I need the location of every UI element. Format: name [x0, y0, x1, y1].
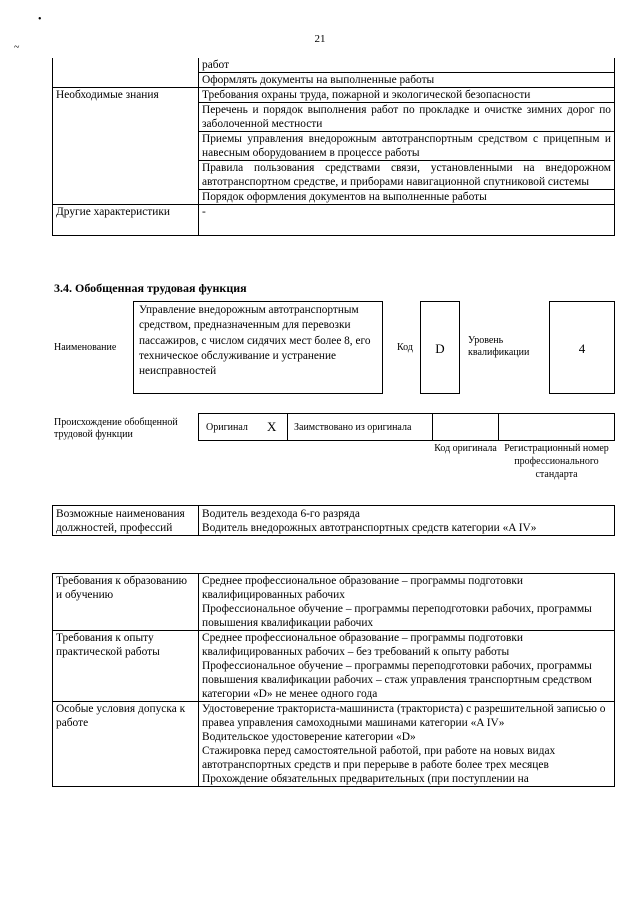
orig-code-box [432, 413, 499, 441]
table-cell: Перечень и порядок выполнения работ по прокладке и очистке зимних дорог по заболоченной местности [199, 103, 615, 132]
req-line: Среднее профессиональное образование – программы подготовки квалифицированных рабочих – без требований к опыту работы [202, 632, 523, 658]
req-label-education: Требования к образованию и обучению [53, 574, 199, 631]
knowledge-table [52, 58, 615, 236]
original-mark: X [267, 419, 277, 434]
req-label-experience: Требования к опыту практической работы [53, 631, 199, 702]
req-content [199, 574, 615, 631]
positions-table [52, 505, 615, 536]
table-cell-empty [53, 58, 199, 88]
req-content [199, 631, 615, 702]
req-line: Стажировка перед самостоятельной работой, при работе на новых видах автотранспортных средств и при перерыве в работе более трех месяцев [202, 745, 556, 771]
table-cell: Оформлять документы на выполненные работы [199, 73, 615, 88]
req-line: Профессиональное обучение – программы переподготовки рабочих, программы повышения квалификации рабочих – стаж управления транспортным средством категории «D» не менее одного года [202, 660, 592, 700]
function-name-box: Управление внедорожным автотранспортным средством, предназначенным для перевозки пассажиров, с числом сидячих мест более 8, его техническое обслуживание и устранение неисправностей [133, 301, 383, 394]
req-line: Удостоверение тракториста-машиниста (тракториста) с разрешительной записью о правеа управления самоходными машинами категории «A IV» [202, 703, 606, 729]
level-label: Уровень квалификации [468, 335, 530, 358]
table-cell: Правила пользования средствами связи, установленными на внедорожном автотранспортном средстве, и приборами навигационной спутниковой системы [199, 161, 615, 190]
position-item: Водитель внедорожных автотранспортных средств категории «A IV» [202, 522, 537, 534]
level-value: 4 [549, 301, 615, 394]
table-cell: работ [199, 58, 615, 73]
row-label-other: Другие характеристики [53, 205, 199, 236]
code-label: Код [397, 342, 413, 353]
table-row [53, 574, 615, 631]
original-label: Оригинал [206, 422, 248, 433]
code-value: D [420, 301, 460, 394]
req-line: Среднее профессиональное образование – программы подготовки квалифицированных рабочих [202, 575, 523, 601]
table-row [53, 631, 615, 702]
table-row [53, 88, 615, 103]
original-box [198, 413, 288, 441]
orig-code-caption: Код оригинала [434, 443, 497, 454]
req-line: Профессиональное обучение – программы переподготовки рабочих, программы повышения квалификации рабочих [202, 603, 592, 629]
reg-number-box [498, 413, 615, 441]
table-cell: Требования охраны труда, пожарной и экологической безопасности [199, 88, 615, 103]
requirements-table [52, 573, 615, 787]
margin-mark-top: • [38, 14, 42, 25]
borrowed-box: Заимствовано из оригинала [287, 413, 433, 441]
reg-number-caption: Регистрационный номер профессионального стандарта [504, 443, 609, 480]
row-label-knowledge: Необходимые знания [53, 88, 199, 205]
positions-label: Возможные наименования должностей, профессий [53, 506, 199, 536]
req-line: Прохождение обязательных предварительных (при поступлении на [202, 773, 529, 785]
table-cell: Приемы управления внедорожным автотранспортным средством с прицепным и навесным оборудованием в процессе работы [199, 132, 615, 161]
position-item: Водитель вездехода 6-го разряда [202, 508, 360, 520]
origin-label: Происхождение обобщенной трудовой функции [54, 417, 178, 440]
table-row [53, 506, 615, 536]
name-label: Наименование [54, 342, 117, 353]
req-line: Водительское удостоверение категории «D» [202, 731, 416, 743]
table-cell: Порядок оформления документов на выполненные работы [199, 190, 615, 205]
page-number: 21 [314, 33, 326, 45]
table-cell: - [199, 205, 615, 236]
table-row [53, 205, 615, 236]
req-content [199, 702, 615, 787]
table-row [53, 702, 615, 787]
positions-values [199, 506, 615, 536]
req-label-admission: Особые условия допуска к работе [53, 702, 199, 787]
table-row [53, 58, 615, 73]
section-title: 3.4. Обобщенная трудовая функция [54, 281, 247, 295]
margin-mark-side: ~ [14, 42, 20, 53]
